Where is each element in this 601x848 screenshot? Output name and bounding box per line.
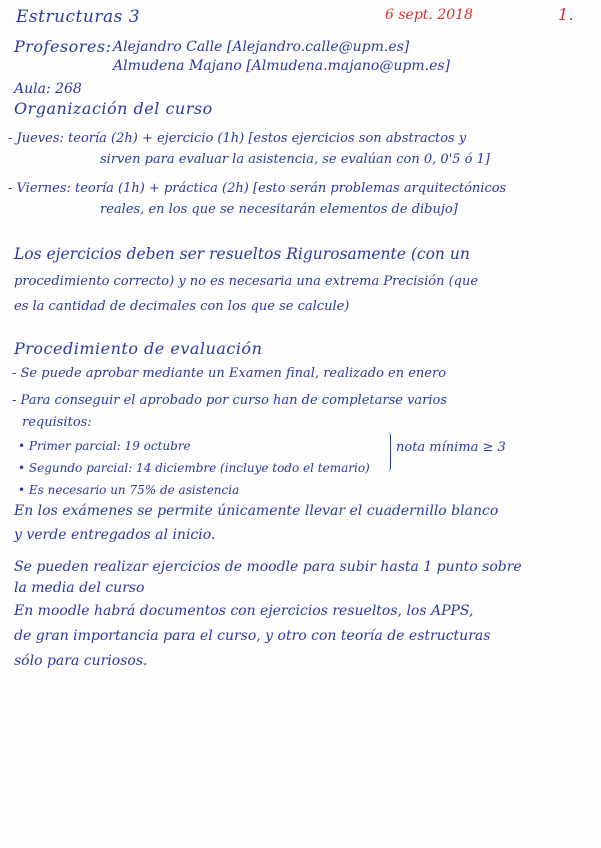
profesor-2: Almudena Majano [Almudena.majano@upm.es] — [113, 58, 450, 74]
jueves-line-2: sirven para evaluar la asistencia, se evalúan con 0, 0'5 ó 1] — [100, 152, 490, 167]
profesores-label: Profesores: — [14, 37, 112, 56]
viernes-line-1: - Viernes: teoría (1h) + práctica (2h) [esto serán problemas arquitectónicos — [8, 181, 507, 196]
requisito-3: • Es necesario un 75% de asistencia — [18, 483, 240, 497]
moodle-line-1: Se pueden realizar ejercicios de moodle para subir hasta 1 punto sobre — [14, 559, 522, 575]
moodle-line-3: En moodle habrá documentos con ejercicios resueltos, los APPS, — [14, 603, 474, 619]
rigor-line-1: Los ejercicios deben ser resueltos Rigurosamente (con un — [14, 245, 470, 263]
examenes-line-1: En los exámenes se permite únicamente llevar el cuadernillo blanco — [14, 503, 499, 519]
organizacion-heading: Organización del curso — [14, 99, 213, 118]
viernes-line-2: reales, en los que se necesitarán elementos de dibujo] — [100, 202, 458, 217]
requisito-2: • Segundo parcial: 14 diciembre (incluye todo el temario) — [18, 461, 370, 475]
evaluacion-heading: Procedimiento de evaluación — [14, 339, 263, 358]
rigor-line-2: procedimiento correcto) y no es necesaria una extrema Precisión (que — [14, 274, 479, 289]
evaluacion-line-1: - Se puede aprobar mediante un Examen final, realizado en enero — [12, 366, 447, 381]
nota-minima: nota mínima ≥ 3 — [396, 440, 506, 455]
evaluacion-line-2: - Para conseguir el aprobado por curso han de completarse varios — [12, 393, 448, 408]
jueves-line-1: - Jueves: teoría (2h) + ejercicio (1h) [estos ejercicios son abstractos y — [8, 131, 467, 146]
moodle-line-2: la media del curso — [14, 580, 145, 596]
aula-line: Aula: 268 — [14, 81, 82, 97]
moodle-line-4: de gran importancia para el curso, y otro con teoría de estructuras — [14, 628, 491, 644]
requisitos-bracket — [384, 433, 391, 471]
requisito-1: • Primer parcial: 19 octubre — [18, 439, 191, 453]
page-number: 1. — [558, 5, 575, 24]
page-title: Estructuras 3 — [16, 7, 141, 27]
moodle-line-5: sólo para curiosos. — [14, 653, 148, 669]
evaluacion-line-3: requisitos: — [22, 415, 92, 430]
examenes-line-2: y verde entregados al inicio. — [14, 527, 216, 543]
profesor-1: Alejandro Calle [Alejandro.calle@upm.es] — [113, 39, 410, 55]
rigor-line-3: es la cantidad de decimales con los que se calcule) — [14, 299, 350, 314]
date-label: 6 sept. 2018 — [385, 7, 473, 23]
